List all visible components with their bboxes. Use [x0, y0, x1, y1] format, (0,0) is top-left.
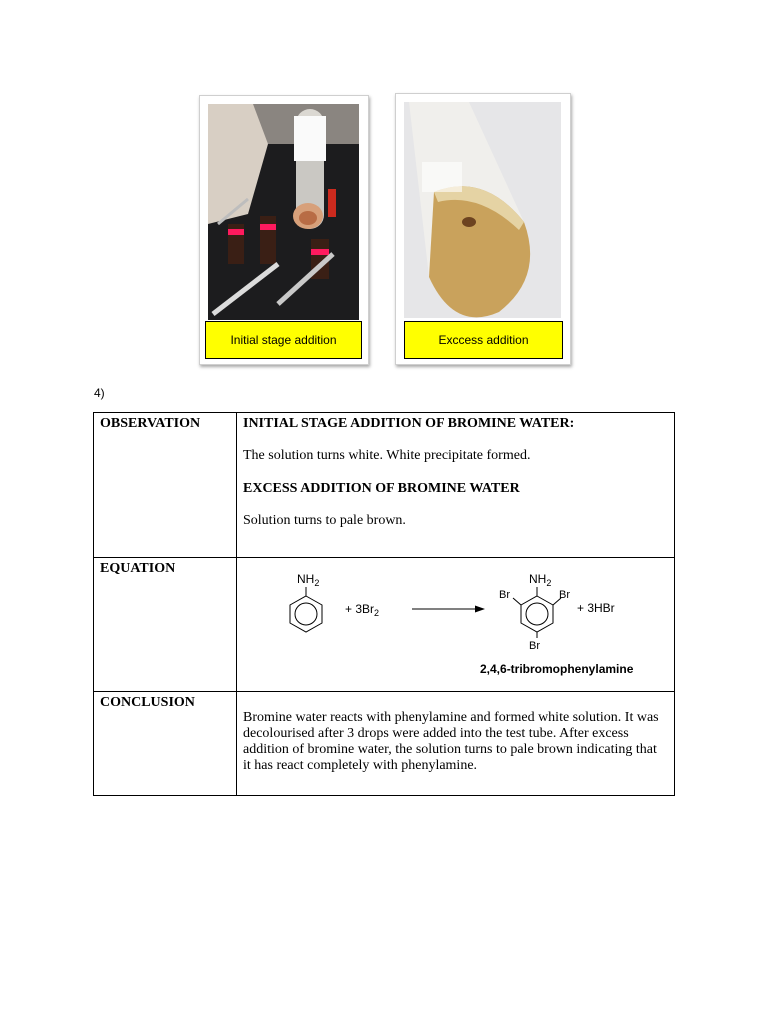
br-para-label: Br [529, 640, 540, 652]
br-left-label: Br [499, 589, 510, 601]
conclusion-row [94, 692, 675, 796]
product-tribromoaniline [499, 572, 570, 652]
conclusion-cell [237, 692, 675, 796]
figure-caption-excess: Exccess addition [404, 321, 563, 359]
results-table [93, 412, 675, 796]
equation-label: EQUATION [94, 558, 237, 692]
figure-initial-stage [199, 95, 369, 365]
observation-cell [237, 413, 675, 558]
observation-heading-excess: EXCESS ADDITION OF BROMINE WATER [243, 481, 520, 496]
product-name: 2,4,6-tribromophenylamine [480, 662, 634, 676]
conclusion-label: CONCLUSION [94, 692, 237, 796]
observation-row [94, 413, 675, 558]
figure-caption-initial: Initial stage addition [205, 321, 362, 359]
test-tube-photo-excess [404, 102, 561, 318]
conclusion-text: Bromine water reacts with phenylamine and formed white solution. It was decolourised after 3 drops were added into the test tube. After excess addition of bromine water, the solution turns to pale brown indicating that it has react completely with phenylamine. [243, 710, 659, 773]
byproduct-hbr: + 3HBr [577, 601, 615, 615]
reactant-aniline [290, 572, 322, 632]
reaction-equation [237, 558, 681, 690]
reagent-bromine: + $3Br_2$ [345, 602, 380, 618]
test-tube-photo-initial [208, 104, 359, 320]
section-number: 4) [94, 386, 105, 400]
equation-row [94, 558, 675, 692]
observation-label: OBSERVATION [94, 413, 237, 558]
figure-excess [395, 93, 571, 365]
observation-text-initial: The solution turns white. White precipitate formed. [243, 448, 531, 463]
observation-heading-initial: INITIAL STAGE ADDITION OF BROMINE WATER: [243, 416, 575, 431]
br-right-label: Br [559, 589, 570, 601]
observation-text-excess: Solution turns to pale brown. [243, 513, 406, 528]
equation-cell [237, 558, 675, 692]
reactant-nh2-label: $NH_2$ [297, 572, 320, 588]
product-nh2-label: $NH_2$ [529, 572, 552, 588]
